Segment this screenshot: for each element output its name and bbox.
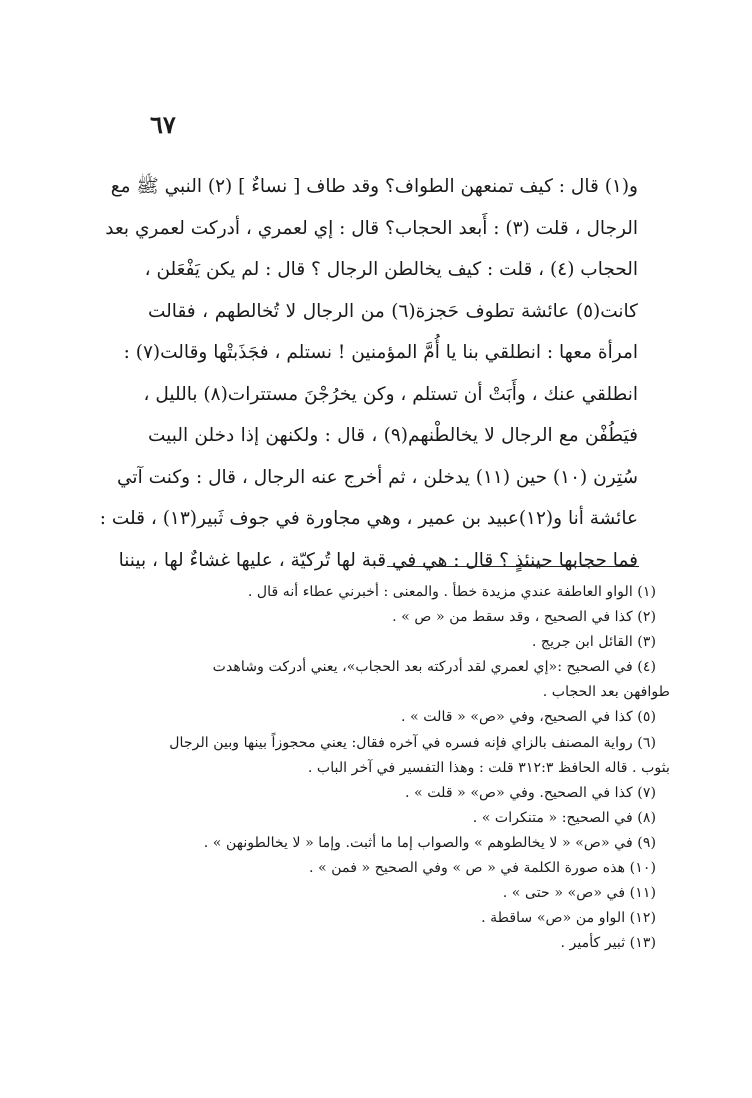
footnote-line: (١) الواو العاطفة عندي مزيدة خطأ . والمعنى : أخبرني عطاء أنه قال . [247, 584, 656, 600]
footnote-separator [387, 566, 639, 567]
main-text-line: فيَطُفْن مع الرجال لا يخالطْنهم(٩) ، قال : ولكنهن إذا دخلن البيت [148, 425, 638, 446]
main-text-line: و(١) قال : كيف تمنعهن الطواف؟ وقد طاف [ نساءٌ ] (٢) النبي ﷺ مع [110, 176, 638, 197]
main-text-line: عائشة أنا و(١٢)عبيد بن عمير ، وهي مجاورة في جوف ثَبير(١٣) ، قلت : [99, 508, 638, 529]
footnote-line: بثوب . قاله الحافظ ٣١٢:٣ قلت : وهذا التفسير في آخر الباب . [307, 759, 670, 776]
footnotes [148, 580, 670, 956]
footnote-line: (٢) كذا في الصحيح ، وقد سقط من « ص » . [392, 609, 656, 626]
footnote-line: (١٣) ثبير كأمير . [560, 935, 656, 952]
footnote-line: طوافهن بعد الحجاب . [542, 684, 670, 701]
main-text-line: امرأة معها : انطلقي بنا يا أُمَّ المؤمنين ! نستلم ، فجَذَبتْها وقالت(٧) : [123, 342, 638, 363]
main-text-line: كانت(٥) عائشة تطوف حَجزة(٦) من الرجال لا تُخالطهم ، فقالت [148, 300, 638, 322]
footnote-line: (١٠) هذه صورة الكلمة في « ص » وفي الصحيح « فمن » . [309, 860, 656, 877]
footnote-line: (١١) في «ص» « حتى » . [502, 885, 656, 902]
footnote-line: (٨) في الصحيح: « متنكرات » . [472, 809, 656, 826]
main-text-line: الحجاب (٤) ، قلت : كيف يخالطن الرجال ؟ قال : لم يكن يَفْعَلن ، [144, 259, 638, 280]
main-text [99, 166, 638, 581]
footnote-line: (٥) كذا في الصحيح، وفي «ص» « قالت » . [401, 709, 656, 726]
main-text-line: الرجال ، قلت (٣) : أَبعد الحجاب؟ قال : إي لعمري ، أدركت لعمري بعد [105, 217, 638, 239]
main-text-line: فما حجابها حينئذٍ ؟ قال : هي في قبة لها تُركيّة ، عليها غشاءٌ لها ، بيننا [118, 549, 638, 571]
footnote-line: (٦) رواية المصنف بالزاي فإنه فسره في آخره فقال: يعني محجوزاً بينها وبين الرجال [169, 734, 656, 751]
main-text-line: سُتِرن (١٠) حين (١١) يدخلن ، ثم أخرج عنه الرجال ، قال : وكنت آتي [117, 466, 638, 488]
page-number: ٦٧ [150, 110, 176, 139]
footnote-line: (٧) كذا في الصحيح. وفي «ص» « قلت » . [405, 784, 656, 801]
footnote-line: (٩) في «ص» « لا يخالطوهم » والصواب إما ما أثبت. وإما « لا يخالطونهن » . [203, 834, 656, 851]
footnote-line: (٤) في الصحيح :«إي لعمري لقد أدركته بعد الحجاب»، يعني أدركت وشاهدت [212, 659, 656, 676]
footnote-line: (٣) القائل ابن جريج . [531, 634, 656, 651]
footnote-line: (١٢) الواو من «ص» ساقطة . [481, 910, 656, 927]
main-text-line: انطلقي عنك ، وأَبَتْ أن تستلم ، وكن يخرُجْنَ مستترات(٨) بالليل ، [143, 383, 638, 405]
